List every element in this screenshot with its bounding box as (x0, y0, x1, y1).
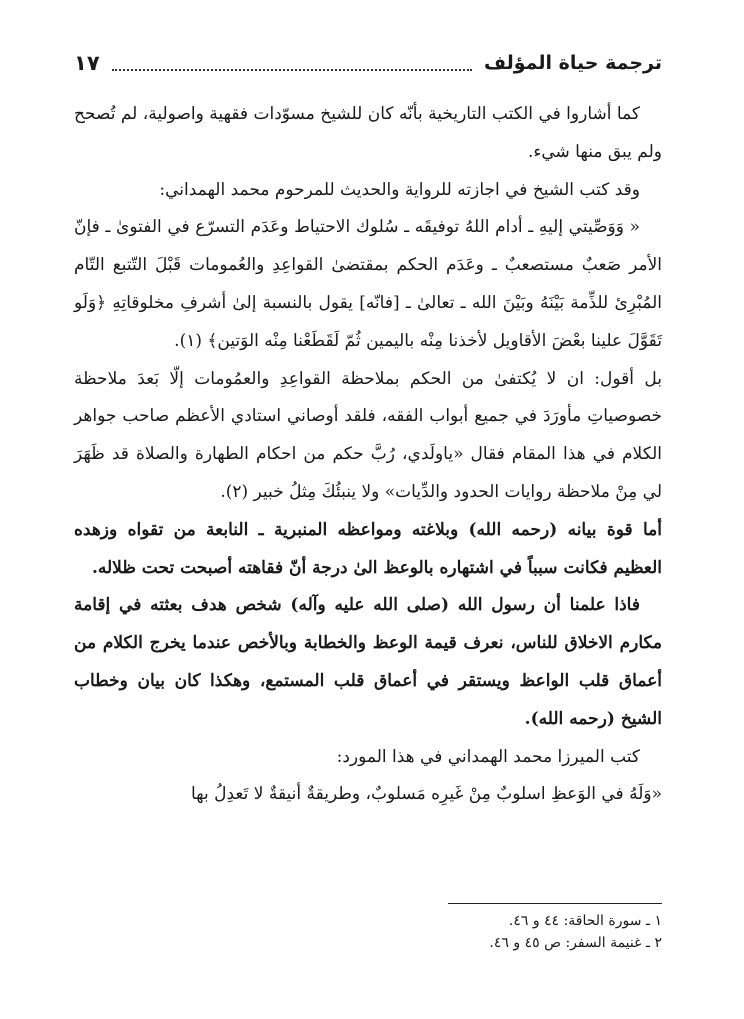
main-text (74, 96, 662, 814)
paragraph: بل أقول: ان لا يُكتفىٰ من الحكم بملاحظة القواعِدِ والعمُومات إلّا بَعدَ ملاحظة خصوصياتِ مأورَدَ في جميع أبواب الفقه، فلقد أوصاني استادي الأعظم صاحب جواهر الكلام في هذا المقام فقال «ياولَدي، رُبَّ حكم من احكام الطهارة والصلاة قد ظَهَرَ لي مِنْ ملاحظة روايات الحدود والدِّيات» ولا ينبئُكَ مِثلُ خبير (٢). (74, 368, 662, 502)
paragraph: فاذا علمنا أن رسول الله (صلى الله عليه وآله) شخص هدف بعثته في إقامة مكارم الاخلاق للناس، نعرف قيمة الوعظ والخطابة وبالأخص عندما يخرج الكلام من أعماق قلب الواعظ ويستقر في أعماق قلب المستمع، وهكذا كان بيان وخطاب الشيخ (رحمه الله). (74, 595, 662, 729)
paragraph: كما أشاروا في الكتب التاريخية بأنّه كان للشيخ مسوّدات فقهية واصولية، لم تُصحح ولم يبق منها شيء. (74, 104, 662, 162)
page-header (74, 40, 662, 80)
paragraph: كتب الميرزا محمد الهمداني في هذا المورد: (336, 746, 640, 767)
running-title: ترجمة حياة المؤلف (484, 52, 662, 74)
paragraph: وقد كتب الشيخ في اجازته للرواية والحديث للمرحوم محمد الهمداني: (159, 179, 640, 200)
footnote-divider (448, 903, 662, 904)
footnote: ٢ ـ غنيمة السفر: ص ٤٥ و ٤٦. (489, 935, 662, 951)
dotted-leader (112, 51, 472, 71)
quote-paragraph: « وَوَصِّيتي إليهِ ـ أدام اللهُ توفيقَه ـ سُلوك الاحتياط وعَدَم التسرّع في الفتوىٰ ـ فإنّ الأمر صَعبٌ مستصعبٌ ـ وعَدَم الحكم بمقتضىٰ القواعِدِ والعُمومات قَبْلَ التّتبع التّام المُبْرِئ للذِّمة بَيْنَهُ وبَيْنَ الله ـ تعالىٰ ـ [فانّه] يقول بالنسبة إلىٰ أشرفِ مخلوقاتِهِ ﴿وَلَو تَقَوَّلَ علينا بعْضَ الأقاويل لأخذنا مِنْه باليمين ثُمّ لَقَطَعْنا مِنْه الوَتين﴾ (١). (74, 217, 662, 351)
page-number: ١٧ (74, 51, 100, 75)
paragraph: أما قوة بيانه (رحمه الله) وبلاغته ومواعظه المنبرية ـ النابعة من تقواه وزهده العظيم فكانت سبباً في اشتهاره بالوعظ الىٰ درجة أنّ فقاهته أصبحت تحت ظلاله. (74, 519, 662, 578)
footnotes (74, 910, 662, 954)
footnote: ١ ـ سورة الحاقة: ٤٤ و ٤٦. (508, 913, 662, 929)
quote-paragraph: «وَلَهُ في الوَعظِ اسلوبٌ مِنْ غَيرِه مَسلوبٌ، وطريقةٌ أنيقةٌ لا تَعدِلُ بها (190, 784, 662, 805)
